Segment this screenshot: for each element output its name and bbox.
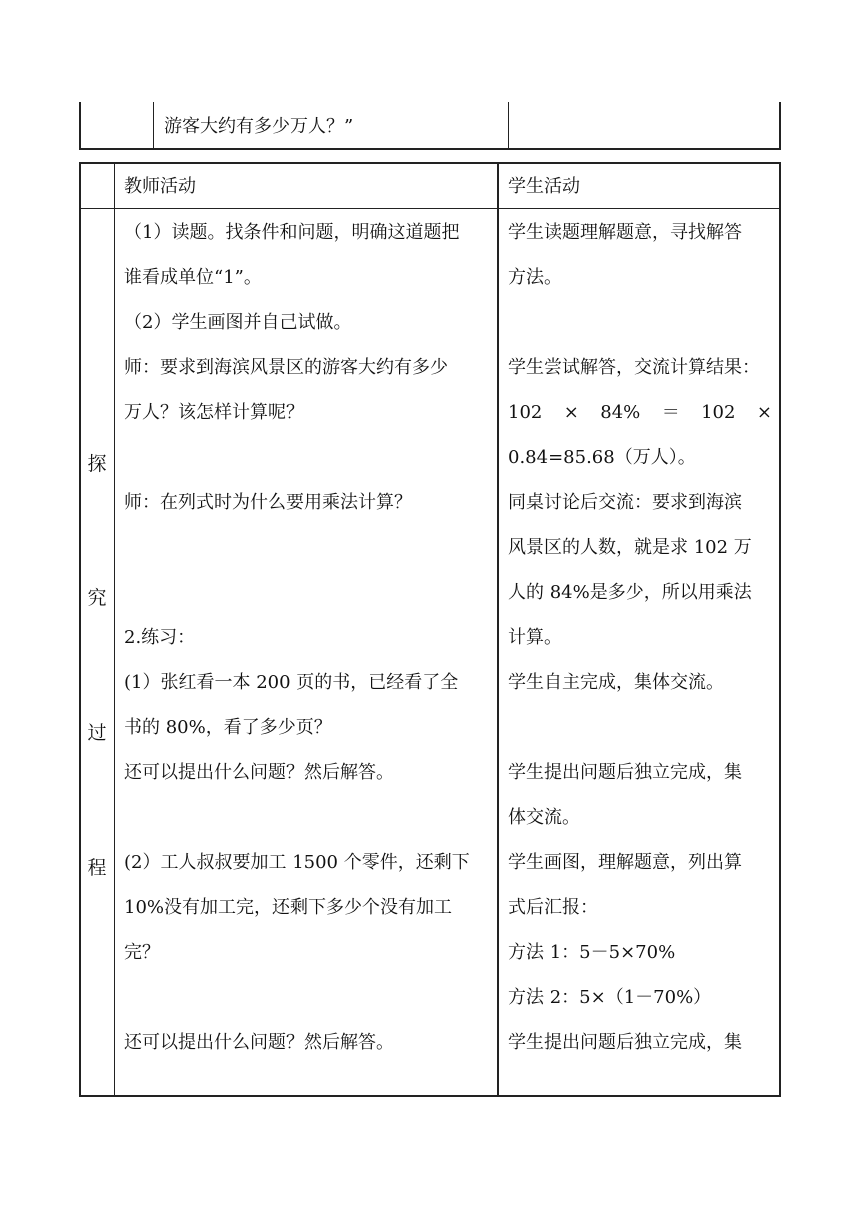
teacher-line: （1）读题。找条件和问题，明确这道题把 <box>124 222 460 243</box>
student-line: 学生尝试解答，交流计算结果： <box>508 357 760 378</box>
teacher-line: 万人？该怎样计算呢？ <box>124 402 304 423</box>
table-left-border <box>79 162 81 1097</box>
student-line: 风景区的人数，就是求 102 万 <box>508 537 752 558</box>
student-line: 同桌讨论后交流：要求到海滨 <box>508 492 742 513</box>
top-table-question-text: 游客大约有多少万人？” <box>164 116 354 137</box>
teacher-line: 书的 80%，看了多少页？ <box>124 717 332 738</box>
student-line: 人的 84%是多少，所以用乘法 <box>508 582 752 603</box>
student-line: 学生读题理解题意，寻找解答 <box>508 222 742 243</box>
student-line: 学生自主完成，集体交流。 <box>508 672 724 693</box>
teacher-line: (2）工人叔叔要加工 1500 个零件，还剩下 <box>124 852 470 873</box>
top-table-right-border <box>779 102 781 150</box>
student-line: 0.84=85.68（万人）。 <box>508 447 696 468</box>
student-line: 计算。 <box>508 627 562 648</box>
teacher-line: 完？ <box>124 942 160 963</box>
formula-token: 102 <box>701 402 736 423</box>
teacher-line: 2.练习： <box>124 627 196 648</box>
student-line: 学生画图，理解题意，列出算 <box>508 852 742 873</box>
side-label-char: 程 <box>87 857 107 879</box>
student-line: 学生提出问题后独立完成，集 <box>508 1032 742 1053</box>
top-table-divider-1 <box>153 102 154 150</box>
student-line: 方法 1：5－5×70% <box>508 942 676 963</box>
teacher-line: 谁看成单位“1”。 <box>124 267 262 288</box>
table-middle-divider <box>497 162 499 1097</box>
teacher-line: 师：要求到海滨风景区的游客大约有多少 <box>124 357 448 378</box>
side-label-char: 究 <box>87 587 107 609</box>
formula-token: ＝ <box>661 402 680 423</box>
header-teacher-activity: 教师活动 <box>124 176 196 197</box>
side-label-char: 探 <box>87 453 107 475</box>
student-formula-line <box>508 390 772 435</box>
teacher-line: (1）张红看一本 200 页的书，已经看了全 <box>124 672 459 693</box>
student-line: 体交流。 <box>508 807 580 828</box>
teacher-line: 10%没有加工完，还剩下多少个没有加工 <box>124 897 453 918</box>
formula-token: 102 <box>508 402 543 423</box>
table-right-border <box>779 162 781 1097</box>
student-line: 式后汇报： <box>508 897 598 918</box>
student-line: 学生提出问题后独立完成，集 <box>508 762 742 783</box>
top-table-divider-2 <box>508 102 509 150</box>
formula-token: 84% <box>600 402 641 423</box>
teacher-line: 师：在列式时为什么要用乘法计算？ <box>124 492 412 513</box>
formula-token: × <box>563 402 579 423</box>
side-label-char: 过 <box>87 722 107 744</box>
teacher-line: 还可以提出什么问题？然后解答。 <box>124 1032 394 1053</box>
formula-token: × <box>756 402 772 423</box>
student-line: 方法。 <box>508 267 562 288</box>
student-line: 方法 2：5×（1－70%） <box>508 987 712 1008</box>
table-side-column-divider <box>114 162 115 1097</box>
top-table-left-border <box>79 102 81 150</box>
header-student-activity: 学生活动 <box>508 176 580 197</box>
teacher-line: 还可以提出什么问题？然后解答。 <box>124 762 394 783</box>
teacher-line: （2）学生画图并自己试做。 <box>124 312 352 333</box>
table-bottom-border <box>79 1095 781 1097</box>
